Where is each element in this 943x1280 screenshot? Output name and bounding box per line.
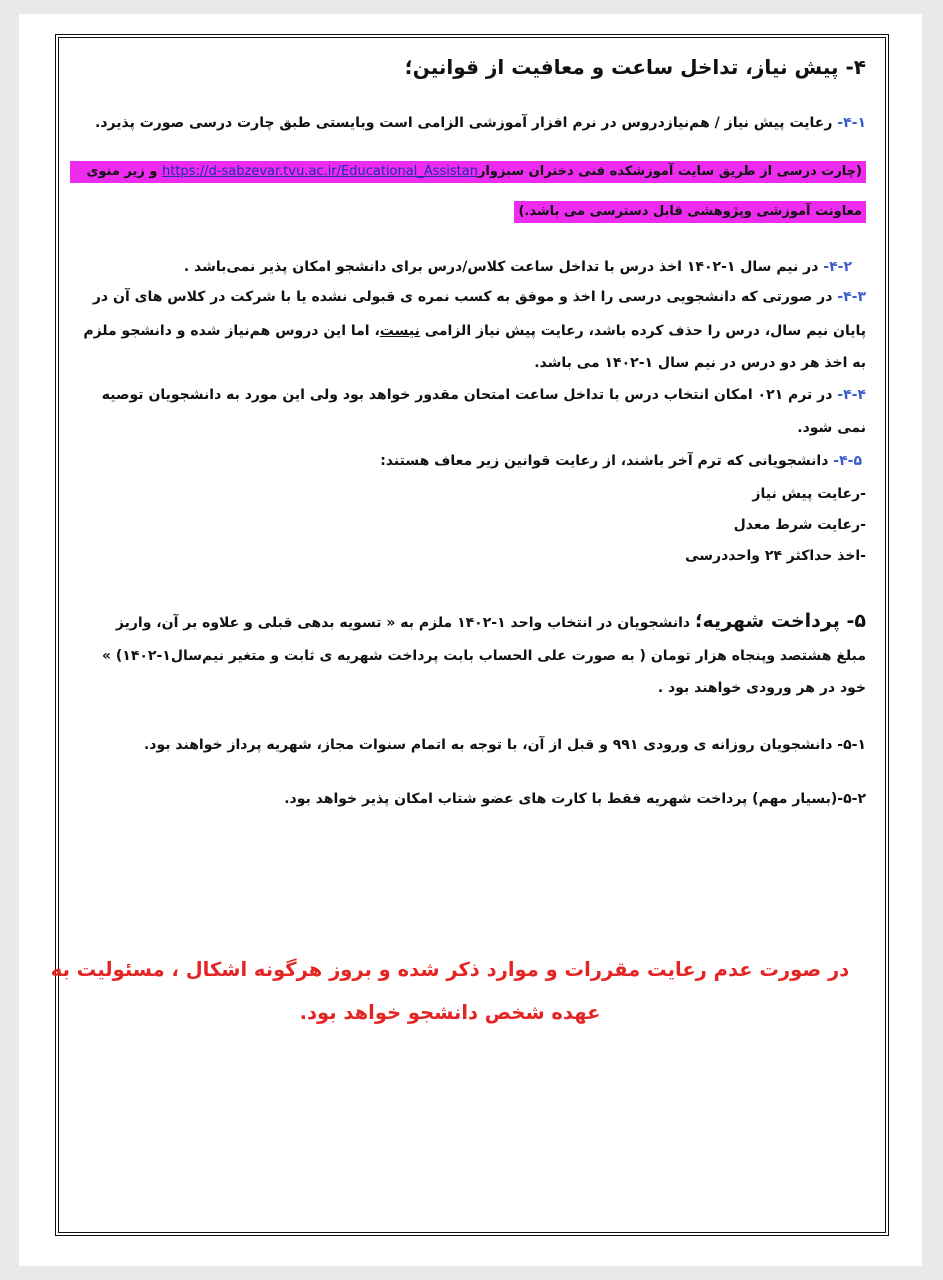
- para-4-3-line3: به اخذ هر دو درس در نیم سال ۱-۱۴۰۲ می باشد.: [534, 355, 866, 371]
- para-4-4-text: در ترم ۰۲۱ امکان انتخاب درس با تداخل ساعت امتحان مقدور خواهد بود ولی این مورد به دانشجویان توصیه: [101, 387, 838, 403]
- para-4-4-line1: [102, 384, 866, 406]
- para-4-3-underlined: نیست: [379, 323, 420, 339]
- section4-heading-number: ۴-: [845, 55, 866, 79]
- para-4-3-line1: [93, 286, 866, 308]
- para-4-1-text: رعایت پیش نیاز / هم‌نیازدروس در نرم افزار آموزشی الزامی است وبایستی طبق چارت درسی صورت پذیرد.: [95, 115, 838, 131]
- para-4-3-text: در صورتی که دانشجویی درسی را اخذ و موفق به کسب نمره ی قبولی نشده یا با شرکت در کلاس های آن در: [92, 289, 838, 305]
- highlighted-note: [70, 161, 866, 183]
- para-4-4-number: ۴-۴-: [837, 387, 866, 403]
- section4-heading-text: پیش نیاز، تداخل ساعت و معافیت از قوانین؛: [404, 55, 839, 79]
- para-4-2: [184, 256, 852, 278]
- section4-heading: [405, 56, 866, 78]
- para-4-1: [95, 112, 866, 134]
- para-4-3-line2-post: ، اما این دروس هم‌نیاز شده و دانشجو ملزم: [83, 323, 380, 339]
- section5-heading: ۵- پرداخت شهریه؛: [694, 610, 866, 632]
- para-4-5: [380, 450, 862, 472]
- chart-note-line2: [514, 201, 866, 223]
- para-4-3-line2: [83, 320, 866, 342]
- section5-text: دانشجویان در انتخاب واحد ۱-۱۴۰۲ ملزم به « تسویه بدهی قبلی و علاوه بر آن، واریز: [115, 615, 695, 631]
- warning-line2: عهده شخص دانشجو خواهد بود.: [299, 1001, 601, 1024]
- para-4-4-line2: نمی شود.: [797, 420, 866, 436]
- para-4-2-number: ۴-۲-: [823, 259, 852, 275]
- chart-link[interactable]: https://d-sabzevar.tvu.ac.ir/Educational_Assistan: [161, 164, 478, 179]
- para-4-5-text: دانشجویانی که ترم آخر باشند، از رعایت قوانین زیر معاف هستند:: [380, 453, 834, 469]
- para-4-2-text: در نیم سال ۱-۱۴۰۲ اخذ درس با تداخل ساعت کلاس/درس برای دانشجو امکان پذیر نمی‌باشد .: [183, 259, 824, 275]
- exemption-item: -رعایت شرط معدل: [733, 517, 866, 533]
- para-4-5-number: ۴-۵-: [833, 453, 862, 469]
- exemption-item: -رعایت پیش نیاز: [752, 486, 866, 502]
- exemption-item: -اخذ حداکثر ۲۴ واحددرسی: [685, 548, 866, 564]
- chart-note-line2-text: معاونت آموزشی وپژوهشی قابل دسترسی می باشد.): [514, 201, 866, 223]
- para-5-1: ۵-۱- دانشجویان روزانه ی ورودی ۹۹۱ و قبل از آن، با توجه به اتمام سنوات مجاز، شهریه پرداز خواهند بود.: [143, 737, 866, 753]
- para-5-2: ۵-۲-(بسیار مهم) پرداخت شهریه فقط با کارت های عضو شتاب امکان پذیر خواهد بود.: [284, 791, 866, 807]
- para-4-3-number: ۴-۳-: [837, 289, 866, 305]
- chart-note-text: (چارت درسی از طریق سایت آموزشکده فنی دختران سبزوار: [477, 164, 862, 179]
- para-4-3-line2-pre: پایان نیم سال، درس را حذف کرده باشد، رعایت پیش نیاز الزامی: [419, 323, 866, 339]
- section5-line1: [116, 610, 866, 634]
- para-4-1-number: ۴-۱-: [837, 115, 866, 131]
- chart-note-suffix: و زیر منوی: [86, 164, 162, 179]
- warning-line1: در صورت عدم رعایت مقررات و موارد ذکر شده و بروز هرگونه اشکال ، مسئولیت به: [50, 958, 850, 981]
- section5-line2: مبلغ هشتصد وپنجاه هزار تومان ( به صورت علی الحساب بابت پرداخت شهریه ی ثابت و متغیر نیم‌سال۱-۱۴۰۲) »: [101, 648, 866, 664]
- section5-line3: خود در هر ورودی خواهند بود .: [657, 680, 866, 696]
- chart-note-line1: [70, 161, 866, 183]
